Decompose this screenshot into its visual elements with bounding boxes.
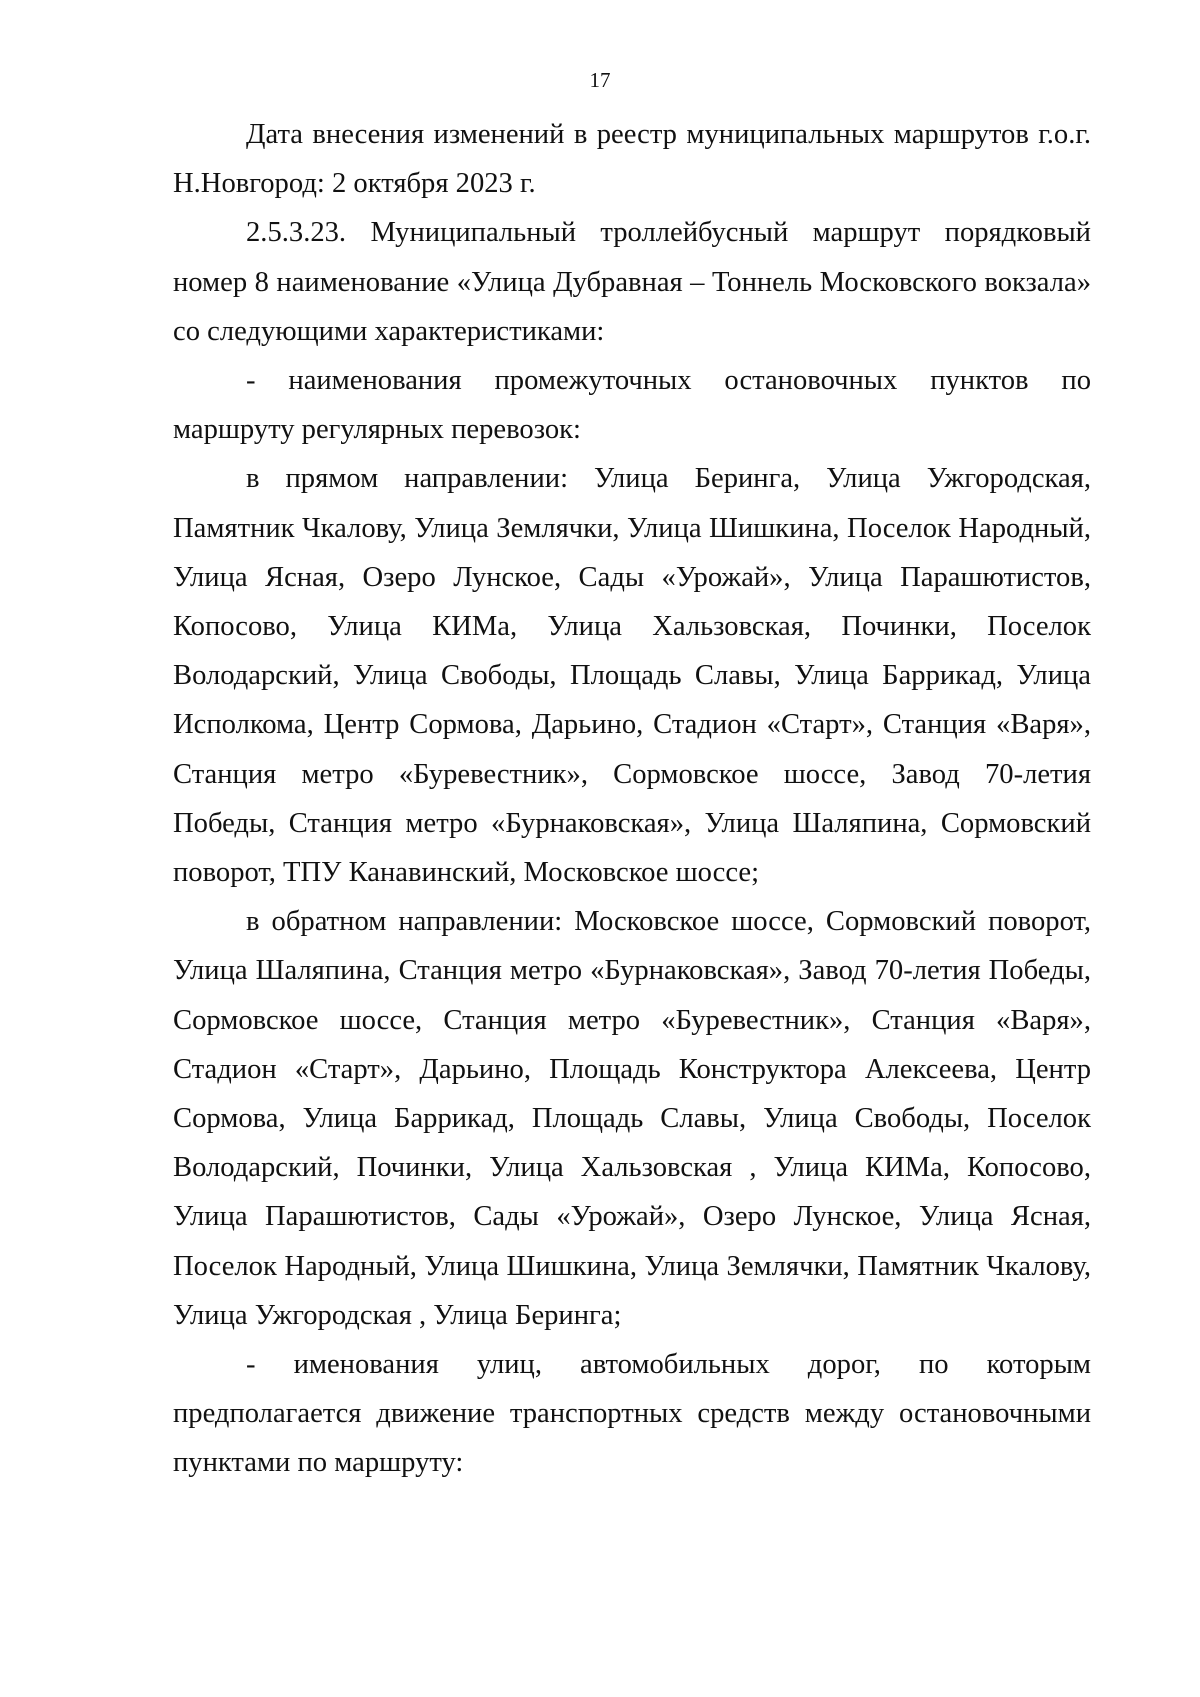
paragraph-intermediate-stops-heading: - наименования промежуточных остановочных пунктов по маршруту регулярных перевозок: [173, 365, 1091, 446]
paragraph-registry-change-date: Дата внесения изменений в реестр муниципальных маршрутов г.о.г. Н.Новгород: 2 октября 2023 г. [173, 119, 1091, 200]
paragraph-streets-heading: - именования улиц, автомобильных дорог, по которым предполагается движение транспортных средств между остановочными пунктами по маршруту: [173, 1349, 1091, 1479]
document-body [173, 110, 1091, 1488]
page-number: 17 [589, 68, 611, 92]
paragraph-route-title: 2.5.3.23. Муниципальный троллейбусный маршрут порядковый номер 8 наименование «Улица Дубравная – Тоннель Московского вокзала» со следующими характеристиками: [173, 217, 1091, 347]
paragraph-reverse-direction-stops: в обратном направлении: Московское шоссе, Сормовский поворот, Улица Шаляпина, Станция метро «Бурнаковская», Завод 70-летия Победы, Сормовское шоссе, Станция метро «Буревестник», Станция «Варя», Стадион «Старт», Дарьино, Площадь Конструктора Алексеева, Центр Сормова, Улица Баррикад, Площадь Славы, Улица Свободы, Поселок Володарский, Починки, Улица Хальзовская , Улица КИМа, Копосово, Улица Парашютистов, Сады «Урожай», Озеро Лунское, Улица Ясная, Поселок Народный, Улица Шишкина, Улица Землячки, Памятник Чкалову, Улица Ужгородская , Улица Беринга; [173, 906, 1091, 1331]
paragraph-forward-direction-stops: в прямом направлении: Улица Беринга, Улица Ужгородская, Памятник Чкалову, Улица Землячки, Улица Шишкина, Поселок Народный, Улица Ясная, Озеро Лунское, Сады «Урожай», Улица Парашютистов, Копосово, Улица КИМа, Улица Хальзовская, Починки, Поселок Володарский, Улица Свободы, Площадь Славы, Улица Баррикад, Улица Исполкома, Центр Сормова, Дарьино, Стадион «Старт», Станция «Варя», Станция метро «Буревестник», Сормовское шоссе, Завод 70-летия Победы, Станция метро «Бурнаковская», Улица Шаляпина, Сормовский поворот, ТПУ Канавинский, Московское шоссе; [173, 463, 1091, 889]
